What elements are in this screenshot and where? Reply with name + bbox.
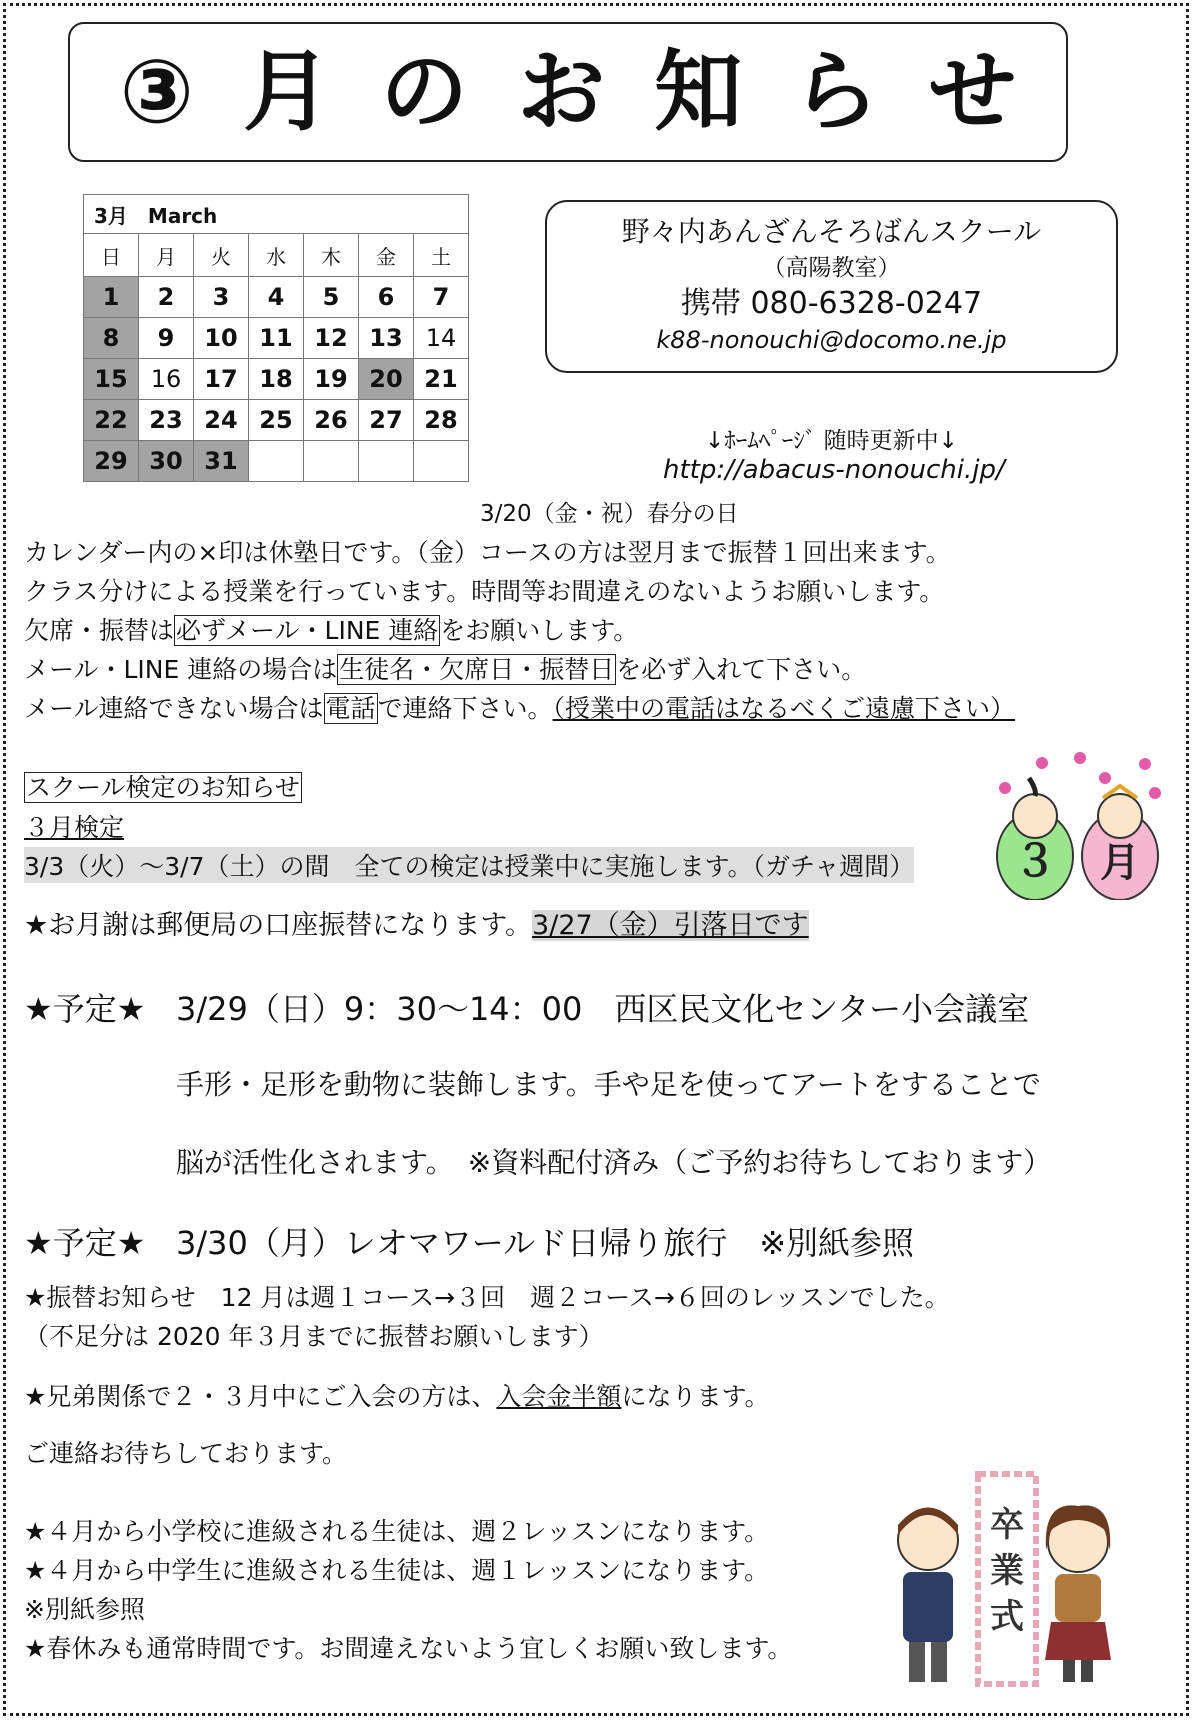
note-line: カレンダー内の×印は休塾日です。（金）コースの方は翌月まで振替１回出来ます。 <box>24 538 951 567</box>
plan-head: 3/30（月）レオマワールド日帰り旅行 ※別紙参照 <box>176 1224 915 1262</box>
day-cell: 12 <box>304 318 359 359</box>
note-underlined-text: （授業中の電話はなるべくご遠慮下さい） <box>552 694 1016 723</box>
girl-icon <box>1045 1505 1111 1682</box>
plan-label: ★予定★ <box>24 1224 146 1262</box>
weekday-cell: 火 <box>194 234 249 277</box>
title-char: せ <box>928 40 1017 143</box>
boy-icon <box>898 1508 958 1683</box>
page-title <box>68 22 1068 162</box>
day-cell: 27 <box>359 400 414 441</box>
closed-day-cell: 31 <box>194 441 249 482</box>
note-text: メール連絡できない場合は <box>24 694 324 723</box>
day-cell: 19 <box>304 359 359 400</box>
school-email: k88-nonouchi@docomo.ne.jp <box>656 326 1007 354</box>
school-phone: 携帯 080-6328-0247 <box>680 286 983 321</box>
sibling-text: になります。 <box>621 1382 770 1411</box>
plan-head: 3/29（日）9：30～14：00 西区民文化センター小会議室 <box>176 990 1030 1028</box>
weekday-cell: 水 <box>249 234 304 277</box>
day-cell: 5 <box>304 277 359 318</box>
note-text: で連絡下さい。 <box>377 694 553 723</box>
school-info-box <box>545 200 1118 373</box>
note-line: クラス分けによる授業を行っています。時間等お間違えのないようお願いします。 <box>24 577 945 606</box>
plan-label: ★予定★ <box>24 990 146 1028</box>
exam-subheading: ３月検定 <box>24 813 125 842</box>
note-text: を必ず入れて下さい。 <box>616 655 867 684</box>
flower-icon <box>999 752 1161 799</box>
transfer-line: （不足分は 2020 年３月までに振替お願いします） <box>24 1322 604 1351</box>
homepage-label: ↓ﾎｰﾑﾍﾟｰｼﾞ 随時更新中↓ <box>705 428 958 454</box>
grad-sign-char: 式 <box>990 1597 1024 1637</box>
hina-label: ３ <box>1013 836 1057 887</box>
school-name: 野々内あんざんそろばんスクール <box>621 215 1042 248</box>
note-boxed-text: 生徒名・欠席日・振替日 <box>339 655 615 684</box>
empty-cell <box>249 441 304 482</box>
title-char: の <box>380 40 469 143</box>
day-cell: 11 <box>249 318 304 359</box>
transfer-line: ★振替お知らせ 12 月は週１コース→３回 週２コース→６回のレッスンでした。 <box>24 1283 950 1312</box>
day-cell: 24 <box>194 400 249 441</box>
plan-detail: 脳が活性化されます。 ※資料配付済み（ご予約お待ちしております） <box>176 1146 1052 1179</box>
note-line <box>24 611 638 647</box>
graduation-illustration <box>883 1470 1119 1702</box>
closed-day-cell: 22 <box>84 400 139 441</box>
weekday-cell: 日 <box>84 234 139 277</box>
empty-cell <box>414 441 469 482</box>
closed-day-cell: 1 <box>84 277 139 318</box>
empty-cell <box>304 441 359 482</box>
homepage-url[interactable]: http://abacus-nonouchi.jp/ <box>663 455 1005 485</box>
day-cell: 18 <box>249 359 304 400</box>
day-cell: 4 <box>249 277 304 318</box>
day-cell: 9 <box>139 318 194 359</box>
day-cell: 25 <box>249 400 304 441</box>
day-cell: 17 <box>194 359 249 400</box>
exam-heading <box>24 768 302 804</box>
calendar <box>83 194 469 482</box>
fee-line <box>24 903 809 942</box>
day-cell: 2 <box>139 277 194 318</box>
note-boxed-text: 電話 <box>325 694 376 723</box>
calendar-caption: 3月 March <box>84 195 469 234</box>
closed-day-cell: 20 <box>359 359 414 400</box>
day-cell: 3 <box>194 277 249 318</box>
closed-day-cell: 15 <box>84 359 139 400</box>
note-text: 欠席・振替は <box>24 616 175 645</box>
hina-doll-illustration <box>985 748 1165 900</box>
grad-sign-char: 業 <box>990 1551 1024 1591</box>
hina-label: 月 <box>1100 840 1140 886</box>
note-text: をお願いします。 <box>440 616 639 645</box>
bottom-line: ★４月から小学校に進級される生徒は、週２レッスンになります。 <box>24 1517 770 1546</box>
sibling-text: ★兄弟関係で２・３月中にご入会の方は、 <box>24 1382 497 1411</box>
plan-detail: 手形・足形を動物に装飾します。手や足を使ってアートをすることで <box>176 1068 1041 1101</box>
weekday-cell: 土 <box>414 234 469 277</box>
title-char: 知 <box>654 40 743 143</box>
day-cell: 7 <box>414 277 469 318</box>
weekday-cell: 金 <box>359 234 414 277</box>
school-branch: （高陽教室） <box>762 255 901 281</box>
day-cell: 21 <box>414 359 469 400</box>
weekday-cell: 木 <box>304 234 359 277</box>
grad-sign-char: 卒 <box>990 1505 1024 1545</box>
day-cell: 26 <box>304 400 359 441</box>
title-char: 月 <box>243 40 332 143</box>
day-cell: 16 <box>139 359 194 400</box>
note-text: メール・LINE 連絡の場合は <box>24 655 338 684</box>
fee-text: ★お月謝は郵便局の口座振替になります。 <box>24 910 533 941</box>
bottom-line: ※別紙参照 <box>24 1595 145 1624</box>
note-boxed-text: 必ずメール・LINE 連絡 <box>176 616 439 645</box>
day-cell: 13 <box>359 318 414 359</box>
fee-date: 3/27（金）引落日です <box>532 910 809 941</box>
day-cell: 10 <box>194 318 249 359</box>
title-char: お <box>517 40 606 143</box>
weekday-cell: 月 <box>139 234 194 277</box>
bottom-line: ★春休みも通常時間です。お間違えないよう宜しくお願い致します。 <box>24 1634 793 1663</box>
closed-day-cell: 29 <box>84 441 139 482</box>
title-char: ③ <box>119 40 195 143</box>
exam-heading-text: スクール検定のお知らせ <box>26 773 300 802</box>
sibling-underlined: 入会金半額 <box>496 1382 622 1411</box>
day-cell: 6 <box>359 277 414 318</box>
note-line <box>24 650 866 686</box>
sibling-line <box>24 1377 769 1413</box>
day-cell: 23 <box>139 400 194 441</box>
day-cell: 14 <box>414 318 469 359</box>
empty-cell <box>359 441 414 482</box>
bottom-line: ★４月から中学生に進級される生徒は、週１レッスンになります。 <box>24 1556 770 1585</box>
holiday-note: 3/20（金・祝）春分の日 <box>480 501 739 527</box>
day-cell: 28 <box>414 400 469 441</box>
sibling-line: ご連絡お待ちしております。 <box>24 1439 348 1468</box>
closed-day-cell: 8 <box>84 318 139 359</box>
closed-day-cell: 30 <box>139 441 194 482</box>
exam-detail: 3/3（火）～3/7（土）の間 全ての検定は授業中に実施します。（ガチャ週間） <box>24 847 914 883</box>
note-line <box>24 689 1015 725</box>
title-char: ら <box>791 40 880 143</box>
